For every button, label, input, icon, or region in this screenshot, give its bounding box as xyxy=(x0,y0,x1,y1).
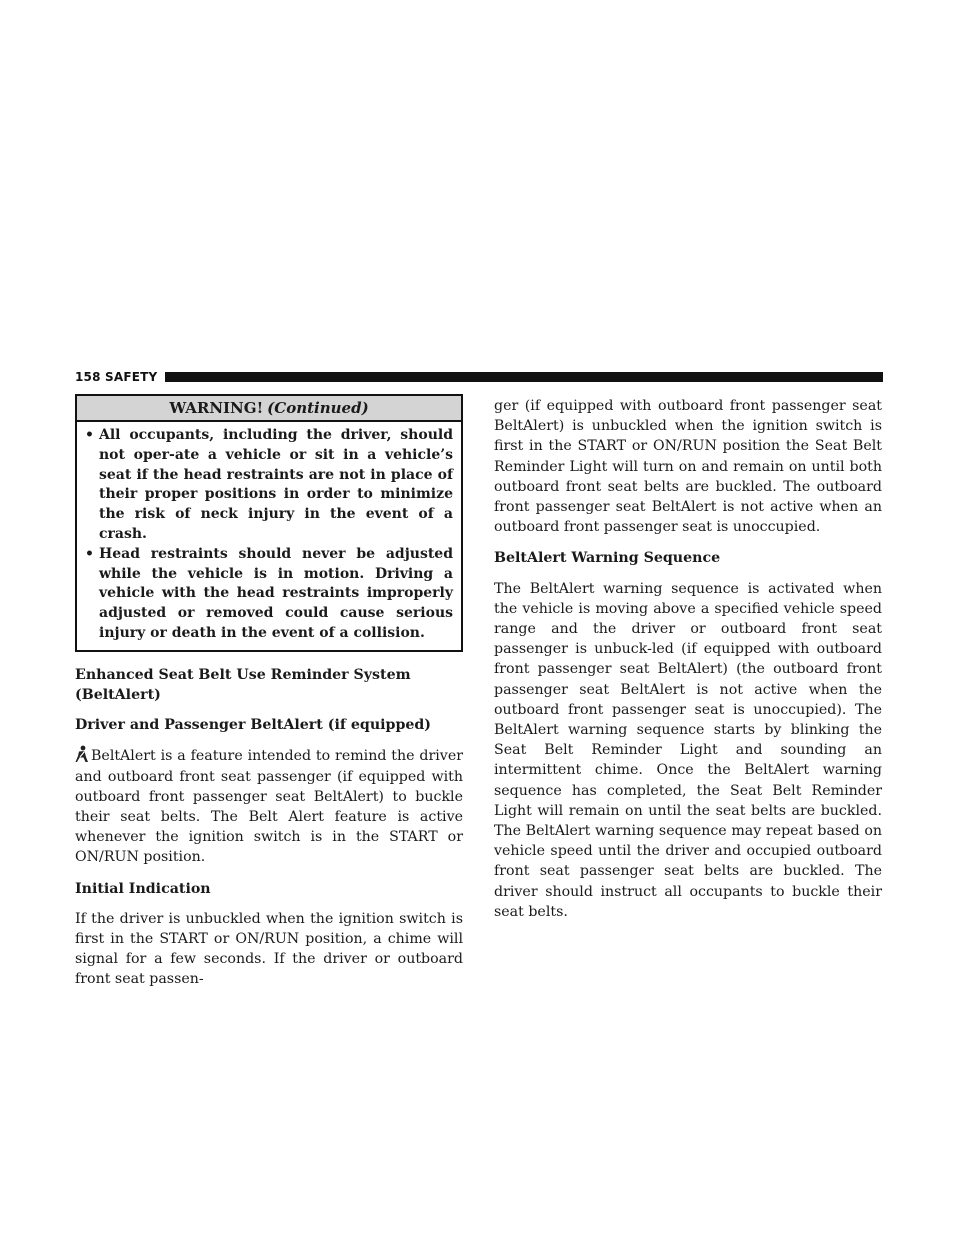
beltalert-intro-text: BeltAlert is a feature intended to remind the driver and outboard front seat passenger (if equipped with outboard front passenger seat BeltAlert) to buckle their seat belts. The Belt Alert feature is active whenever the ignition switch is in the START or ON/RUN position. xyxy=(75,748,463,866)
warning-item xyxy=(85,426,453,545)
beltalert-intro-paragraph xyxy=(75,745,463,867)
left-column xyxy=(75,394,463,1001)
bullet-icon: • xyxy=(85,545,94,562)
warning-sequence-paragraph: The BeltAlert warning sequence is activated when the vehicle is moving above a specified vehicle speed range and the driver or outboard front seat passenger is unbuck-led (if equipped with outboard front passenger seat BeltAlert) (the outboard front passenger seat BeltAlert is not active when the outboard front passenger seat is unoccupied). The BeltAlert warning sequence starts by blinking the Seat Belt Reminder Light and sounding an intermittent chime. Once the BeltAlert warning sequence has completed, the Seat Belt Reminder Light will remain on until the seat belts are buckled. The BeltAlert warning sequence may repeat based on vehicle speed until the driver and occupied outboard front seat passenger seat belts are buckled. The driver should instruct all occupants to buckle their seat belts. xyxy=(494,580,882,920)
subsection-heading-warning-sequence: BeltAlert Warning Sequence xyxy=(494,550,721,567)
warning-item-text: Head restraints should never be adjusted while the vehicle is in motion. Driving a vehicle with the head restraints improperly adjusted or removed could cause serious injury or death in the event of a collision. xyxy=(99,545,453,641)
subsection-heading-driver-passenger: Driver and Passenger BeltAlert (if equipped) xyxy=(75,717,432,734)
page-number-section-label: 158 SAFETY xyxy=(75,370,158,384)
seat-belt-reminder-icon xyxy=(75,745,89,763)
subsection-heading-initial-indication: Initial Indication xyxy=(75,880,211,897)
initial-indication-continued-paragraph: ger (if equipped with outboard front passenger seat BeltAlert) is unbuckled when the ignition switch is first in the START or ON/RUN position the Seat Belt Reminder Light will turn on and remain on until both outboard front seat belts are buckled. The outboard front passenger seat BeltAlert is not active when an outboard front passenger seat is unoccupied. xyxy=(494,398,882,536)
warning-item-text: All occupants, including the driver, should not oper-ate a vehicle or sit in a vehicle’s seat if the head restraints are not in place of their proper positions in order to minimize the risk of neck injury in the event of a crash. xyxy=(99,427,453,542)
right-column xyxy=(494,394,882,933)
warning-list xyxy=(77,422,461,650)
section-heading-beltalert-system: Enhanced Seat Belt Use Reminder System (BeltAlert) xyxy=(75,666,411,703)
warning-title: WARNING! xyxy=(169,399,264,417)
initial-indication-paragraph: If the driver is unbuckled when the ignition switch is first in the START or ON/RUN position, a chime will signal for a few seconds. If the driver or outboard front seat passen- xyxy=(75,910,463,988)
bullet-icon: • xyxy=(85,427,94,443)
header-rule xyxy=(165,372,883,382)
warning-item xyxy=(85,545,453,644)
warning-title-bar xyxy=(77,396,461,422)
warning-continued-label: (Continued) xyxy=(267,399,369,417)
warning-box xyxy=(75,394,463,652)
page-header xyxy=(75,370,883,384)
